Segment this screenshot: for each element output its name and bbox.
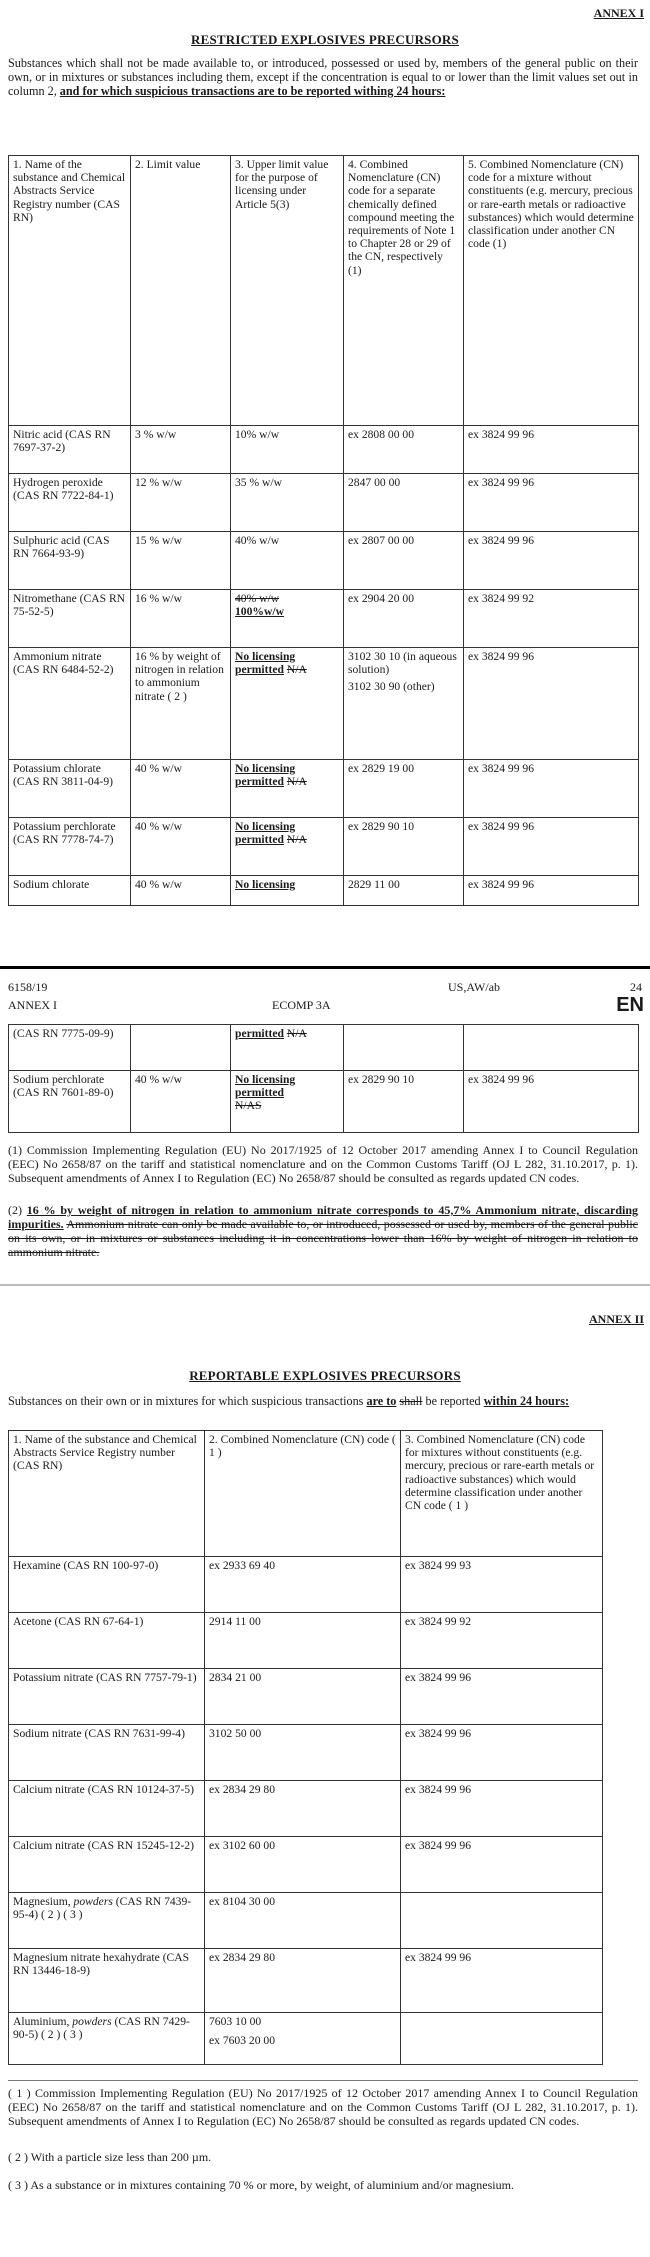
annex-2-header-row <box>9 1431 603 1557</box>
cn-code <box>344 1025 464 1071</box>
substance-name: Nitric acid (CAS RN 7697-37-2) <box>9 426 131 474</box>
annex-2-col-3-header: 3. Combined Nomenclature (CN) code for mixtures without constituents (e.g. mercury, precious or rare-earth metals or radioactive substances) which would determine classification under another CN code ( 1 ) <box>401 1431 603 1557</box>
annex-2-footnote-3: ( 3 ) As a substance or in mixtures containing 70 % or more, by weight, of aluminium and/or magnesium. <box>8 2178 514 2192</box>
cn-code: 3102 50 00 <box>205 1725 401 1781</box>
substance-name-text: (CAS RN 7429-90-5) ( 2 ) ( 3 ) <box>13 2015 190 2042</box>
table-row <box>9 590 639 648</box>
cn-code: ex 2829 90 10 <box>344 1071 464 1133</box>
annex-1-intro-bold: and for which suspicious transactions are to be reported withing 24 hours: <box>59 84 446 98</box>
limit-value: 16 % by weight of nitrogen in relation to ammonium nitrate ( 2 ) <box>131 648 231 760</box>
table-row <box>9 648 639 760</box>
substance-name: Potassium perchlorate (CAS RN 7778-74-7) <box>9 818 131 876</box>
cn-code: ex 2834 29 80 <box>205 1781 401 1837</box>
cn-code-mixture: ex 3824 99 96 <box>464 426 639 474</box>
deleted-text: N/A <box>286 775 307 789</box>
table-row <box>9 1025 639 1071</box>
cn-code-mixture: ex 3824 99 96 <box>464 474 639 532</box>
upper-limit <box>231 1071 344 1133</box>
annex-2-label: ANNEX II <box>588 1312 644 1326</box>
limit-value: 40 % w/w <box>131 760 231 818</box>
upper-limit <box>231 648 344 760</box>
annex-1-label: ANNEX I <box>593 6 644 20</box>
annex-1-table <box>8 155 639 906</box>
cn-code-mixture: ex 3824 99 96 <box>464 760 639 818</box>
table-row <box>9 1669 603 1725</box>
cn-code: ex 2807 00 00 <box>344 532 464 590</box>
header-ref: ECOMP 3A <box>272 998 331 1012</box>
cn-code-mixture: ex 3824 99 96 <box>464 876 639 906</box>
annex-1-intro <box>8 56 638 98</box>
added-text: No licensing permitted <box>235 1073 296 1100</box>
annex-2-intro-text: be reported <box>425 1394 481 1408</box>
annex-1-col-2-header: 2. Limit value <box>131 156 231 426</box>
upper-limit <box>231 1025 344 1071</box>
annex-1-table-continued <box>8 1024 639 1133</box>
table-row <box>9 1949 603 2013</box>
substance-name: Hexamine (CAS RN 100-97-0) <box>9 1557 205 1613</box>
cn-code: ex 3102 60 00 <box>205 1837 401 1893</box>
annex-2-col-2-header: 2. Combined Nomenclature (CN) code ( 1 ) <box>205 1431 401 1557</box>
cn-code-mixture: ex 3824 99 96 <box>401 1669 603 1725</box>
cn-code: 2847 00 00 <box>344 474 464 532</box>
cn-code: ex 2829 90 10 <box>344 818 464 876</box>
deleted-text: N/A <box>286 833 307 847</box>
cn-code: ex 2904 20 00 <box>344 590 464 648</box>
cn-code: ex 8104 30 00 <box>205 1893 401 1949</box>
cn-code-line: 3102 30 90 (other) <box>348 680 435 694</box>
table-row <box>9 1613 603 1669</box>
annex-2-title: REPORTABLE EXPLOSIVES PRECURSORS <box>189 1368 461 1383</box>
cn-code-mixture <box>401 2013 603 2065</box>
annex-1-col-5-header: 5. Combined Nomenclature (CN) code for a mixture without constituents (e.g. mercury, precious or rare-earth metals or radioactive substances) which would determine classification under another CN code (1) <box>464 156 639 426</box>
cn-code: ex 2834 29 80 <box>205 1949 401 2013</box>
footnote-divider <box>8 2080 638 2081</box>
added-text: No licensing permitted <box>235 820 296 847</box>
substance-name: Sodium perchlorate (CAS RN 7601-89-0) <box>9 1071 131 1133</box>
cn-code: ex 2933 69 40 <box>205 1557 401 1613</box>
cn-code-mixture: ex 3824 99 96 <box>464 648 639 760</box>
table-row <box>9 760 639 818</box>
limit-value: 12 % w/w <box>131 474 231 532</box>
limit-value: 3 % w/w <box>131 426 231 474</box>
cn-code-mixture: ex 3824 99 96 <box>464 1071 639 1133</box>
header-annex: ANNEX I <box>8 998 57 1012</box>
table-row <box>9 426 639 474</box>
cn-code-mixture: ex 3824 99 96 <box>464 532 639 590</box>
doc-number: 6158/19 <box>8 980 48 994</box>
added-text: 16 % by weight of nitrogen in relation to ammonium nitrate corresponds to 45,7% Ammonium nitrate, discarding impurities. <box>8 1203 639 1231</box>
language-code: EN <box>616 994 644 1016</box>
added-text: permitted <box>235 1027 284 1040</box>
cn-code: 2829 11 00 <box>344 876 464 906</box>
upper-limit: 40% w/w <box>231 532 344 590</box>
annex-2-intro-text: Substances on their own or in mixtures for which suspicious transactions <box>8 1394 364 1408</box>
cn-code-mixture: ex 3824 99 92 <box>401 1613 603 1669</box>
cn-code-mixture: ex 3824 99 92 <box>464 590 639 648</box>
cn-code-mixture: ex 3824 99 93 <box>401 1557 603 1613</box>
cn-code-mixture: ex 3824 99 96 <box>401 1837 603 1893</box>
table-row <box>9 474 639 532</box>
upper-limit <box>231 876 344 906</box>
annex-1-header-row <box>9 156 639 426</box>
annex-2-intro-bold: within 24 hours: <box>483 1394 570 1408</box>
cn-code: 2914 11 00 <box>205 1613 401 1669</box>
upper-limit <box>231 590 344 648</box>
deleted-text: Ammonium nitrate can only be made available to, or introduced, possessed or used by, members of the general public on its own, or in mixtures or substances including it in concentrations lower than 16% by weight of nitrogen in relation to ammonium nitrate. <box>8 1217 638 1259</box>
annex-1-col-3-header: 3. Upper limit value for the purpose of licensing under Article 5(3) <box>231 156 344 426</box>
cn-code: ex 2829 19 00 <box>344 760 464 818</box>
deleted-text: N/AS <box>235 1099 262 1113</box>
substance-name: Magnesium nitrate hexahydrate (CAS RN 13446-18-9) <box>9 1949 205 2013</box>
substance-name: Potassium nitrate (CAS RN 7757-79-1) <box>9 1669 205 1725</box>
limit-value <box>131 1025 231 1071</box>
deleted-text: shall <box>399 1394 423 1408</box>
upper-limit <box>231 760 344 818</box>
added-text: are to <box>366 1394 397 1408</box>
annex-2-col-1-header: 1. Name of the substance and Chemical Abstracts Service Registry number (CAS RN) <box>9 1431 205 1557</box>
annex-1-col-1-header: 1. Name of the substance and Chemical Abstracts Service Registry number (CAS RN) <box>9 156 131 426</box>
cn-code: ex 2808 00 00 <box>344 426 464 474</box>
table-row <box>9 2013 603 2065</box>
cn-code <box>344 648 464 760</box>
upper-limit: 10% w/w <box>231 426 344 474</box>
added-text: No licensing permitted <box>235 650 296 677</box>
cn-code-mixture: ex 3824 99 96 <box>401 1725 603 1781</box>
footnote-1: (1) Commission Implementing Regulation (EU) No 2017/1925 of 12 October 2017 amending Annex I to Council Regulation (EEC) No 2658/87 on the tariff and statistical nomenclature and on the Common Customs Tariff (OJ L 282, 31.10.2017, p. 1). Subsequent amendments of Annex I to Regulation (EC) No 2658/87 should be consulted as regards updated CN codes. <box>8 1143 638 1185</box>
table-row <box>9 876 639 906</box>
substance-name-text: Aluminium, <box>13 2015 70 2028</box>
table-row <box>9 532 639 590</box>
added-text: 100%w/w <box>235 605 284 619</box>
annex-1-intro-text: Substances which shall not be made available to, or introduced, possessed or used by, members of the general public on their own, or in mixtures or substances including them, except if the concentration is equal to or lower than the limit values set out in column 2, <box>8 56 638 98</box>
limit-value: 16 % w/w <box>131 590 231 648</box>
substance-name <box>9 2013 205 2065</box>
cn-code-mixture <box>401 1893 603 1949</box>
cn-code-mixture: ex 3824 99 96 <box>401 1781 603 1837</box>
substance-name: Calcium nitrate (CAS RN 10124-37-5) <box>9 1781 205 1837</box>
substance-form: powders <box>72 2015 112 2028</box>
annex-2-footnote-2: ( 2 ) With a particle size less than 200 µm. <box>8 2150 212 2164</box>
cn-code-mixture: ex 3824 99 96 <box>401 1949 603 2013</box>
page-break <box>0 966 650 979</box>
table-row <box>9 1893 603 1949</box>
added-text: No licensing permitted <box>235 762 296 789</box>
annex-2-intro <box>8 1394 638 1408</box>
limit-value: 15 % w/w <box>131 532 231 590</box>
substance-name-text: (CAS RN 7439-95-4) ( 2 ) ( 3 ) <box>13 1895 192 1922</box>
cn-code-line: 3102 30 10 (in aqueous solution) <box>348 650 457 677</box>
substance-name-text: Magnesium, <box>13 1895 71 1908</box>
substance-name: Sulphuric acid (CAS RN 7664-93-9) <box>9 532 131 590</box>
annex-1-title: RESTRICTED EXPLOSIVES PRECURSORS <box>191 32 459 47</box>
table-row <box>9 1837 603 1893</box>
deleted-text: 40% w/w <box>235 592 280 605</box>
footnote-2 <box>8 1203 638 1259</box>
substance-name: (CAS RN 7775-09-9) <box>9 1025 131 1071</box>
substance-name: Sodium chlorate <box>9 876 131 906</box>
cn-code-mixture <box>464 1025 639 1071</box>
doc-initials: US,AW/ab <box>448 980 501 994</box>
footnote-2-number: (2) <box>8 1203 22 1217</box>
upper-limit <box>231 818 344 876</box>
substance-name: Sodium nitrate (CAS RN 7631-99-4) <box>9 1725 205 1781</box>
annex-2-table <box>8 1430 603 2065</box>
cn-code <box>205 2013 401 2065</box>
annex-2-footnote-1: ( 1 ) Commission Implementing Regulation (EU) No 2017/1925 of 12 October 2017 amending Annex I to Council Regulation (EEC) No 2658/87 on the tariff and statistical nomenclature and on the Common Customs Tariff (OJ L 282, 31.10.2017, p. 1). Subsequent amendments of Annex I to Regulation (EC) No 2658/87 should be consulted as regards updated CN codes. <box>8 2086 638 2128</box>
cn-code-line: 7603 10 00 <box>209 2015 262 2028</box>
substance-name: Ammonium nitrate (CAS RN 6484-52-2) <box>9 648 131 760</box>
substance-name <box>9 1893 205 1949</box>
page-break <box>0 1284 650 1296</box>
added-text: No licensing <box>235 878 296 891</box>
page-number: 24 <box>630 980 642 994</box>
cn-code-line: ex 7603 20 00 <box>209 2034 276 2048</box>
substance-name: Acetone (CAS RN 67-64-1) <box>9 1613 205 1669</box>
limit-value: 40 % w/w <box>131 1071 231 1133</box>
substance-name: Calcium nitrate (CAS RN 15245-12-2) <box>9 1837 205 1893</box>
table-row <box>9 1071 639 1133</box>
limit-value: 40 % w/w <box>131 818 231 876</box>
upper-limit: 35 % w/w <box>231 474 344 532</box>
substance-name: Nitromethane (CAS RN 75-52-5) <box>9 590 131 648</box>
substance-name: Potassium chlorate (CAS RN 3811-04-9) <box>9 760 131 818</box>
cn-code-mixture: ex 3824 99 96 <box>464 818 639 876</box>
substance-name: Hydrogen peroxide (CAS RN 7722-84-1) <box>9 474 131 532</box>
deleted-text: N/A <box>286 1027 307 1040</box>
substance-form: powders <box>73 1895 113 1908</box>
table-row <box>9 1557 603 1613</box>
table-row <box>9 818 639 876</box>
limit-value: 40 % w/w <box>131 876 231 906</box>
annex-1-col-4-header: 4. Combined Nomenclature (CN) code for a separate chemically defined compound meeting the requirements of Note 1 to Chapter 28 or 29 of the CN, respectively (1) <box>344 156 464 426</box>
deleted-text: N/A <box>286 663 307 677</box>
table-row <box>9 1781 603 1837</box>
table-row <box>9 1725 603 1781</box>
cn-code: 2834 21 00 <box>205 1669 401 1725</box>
